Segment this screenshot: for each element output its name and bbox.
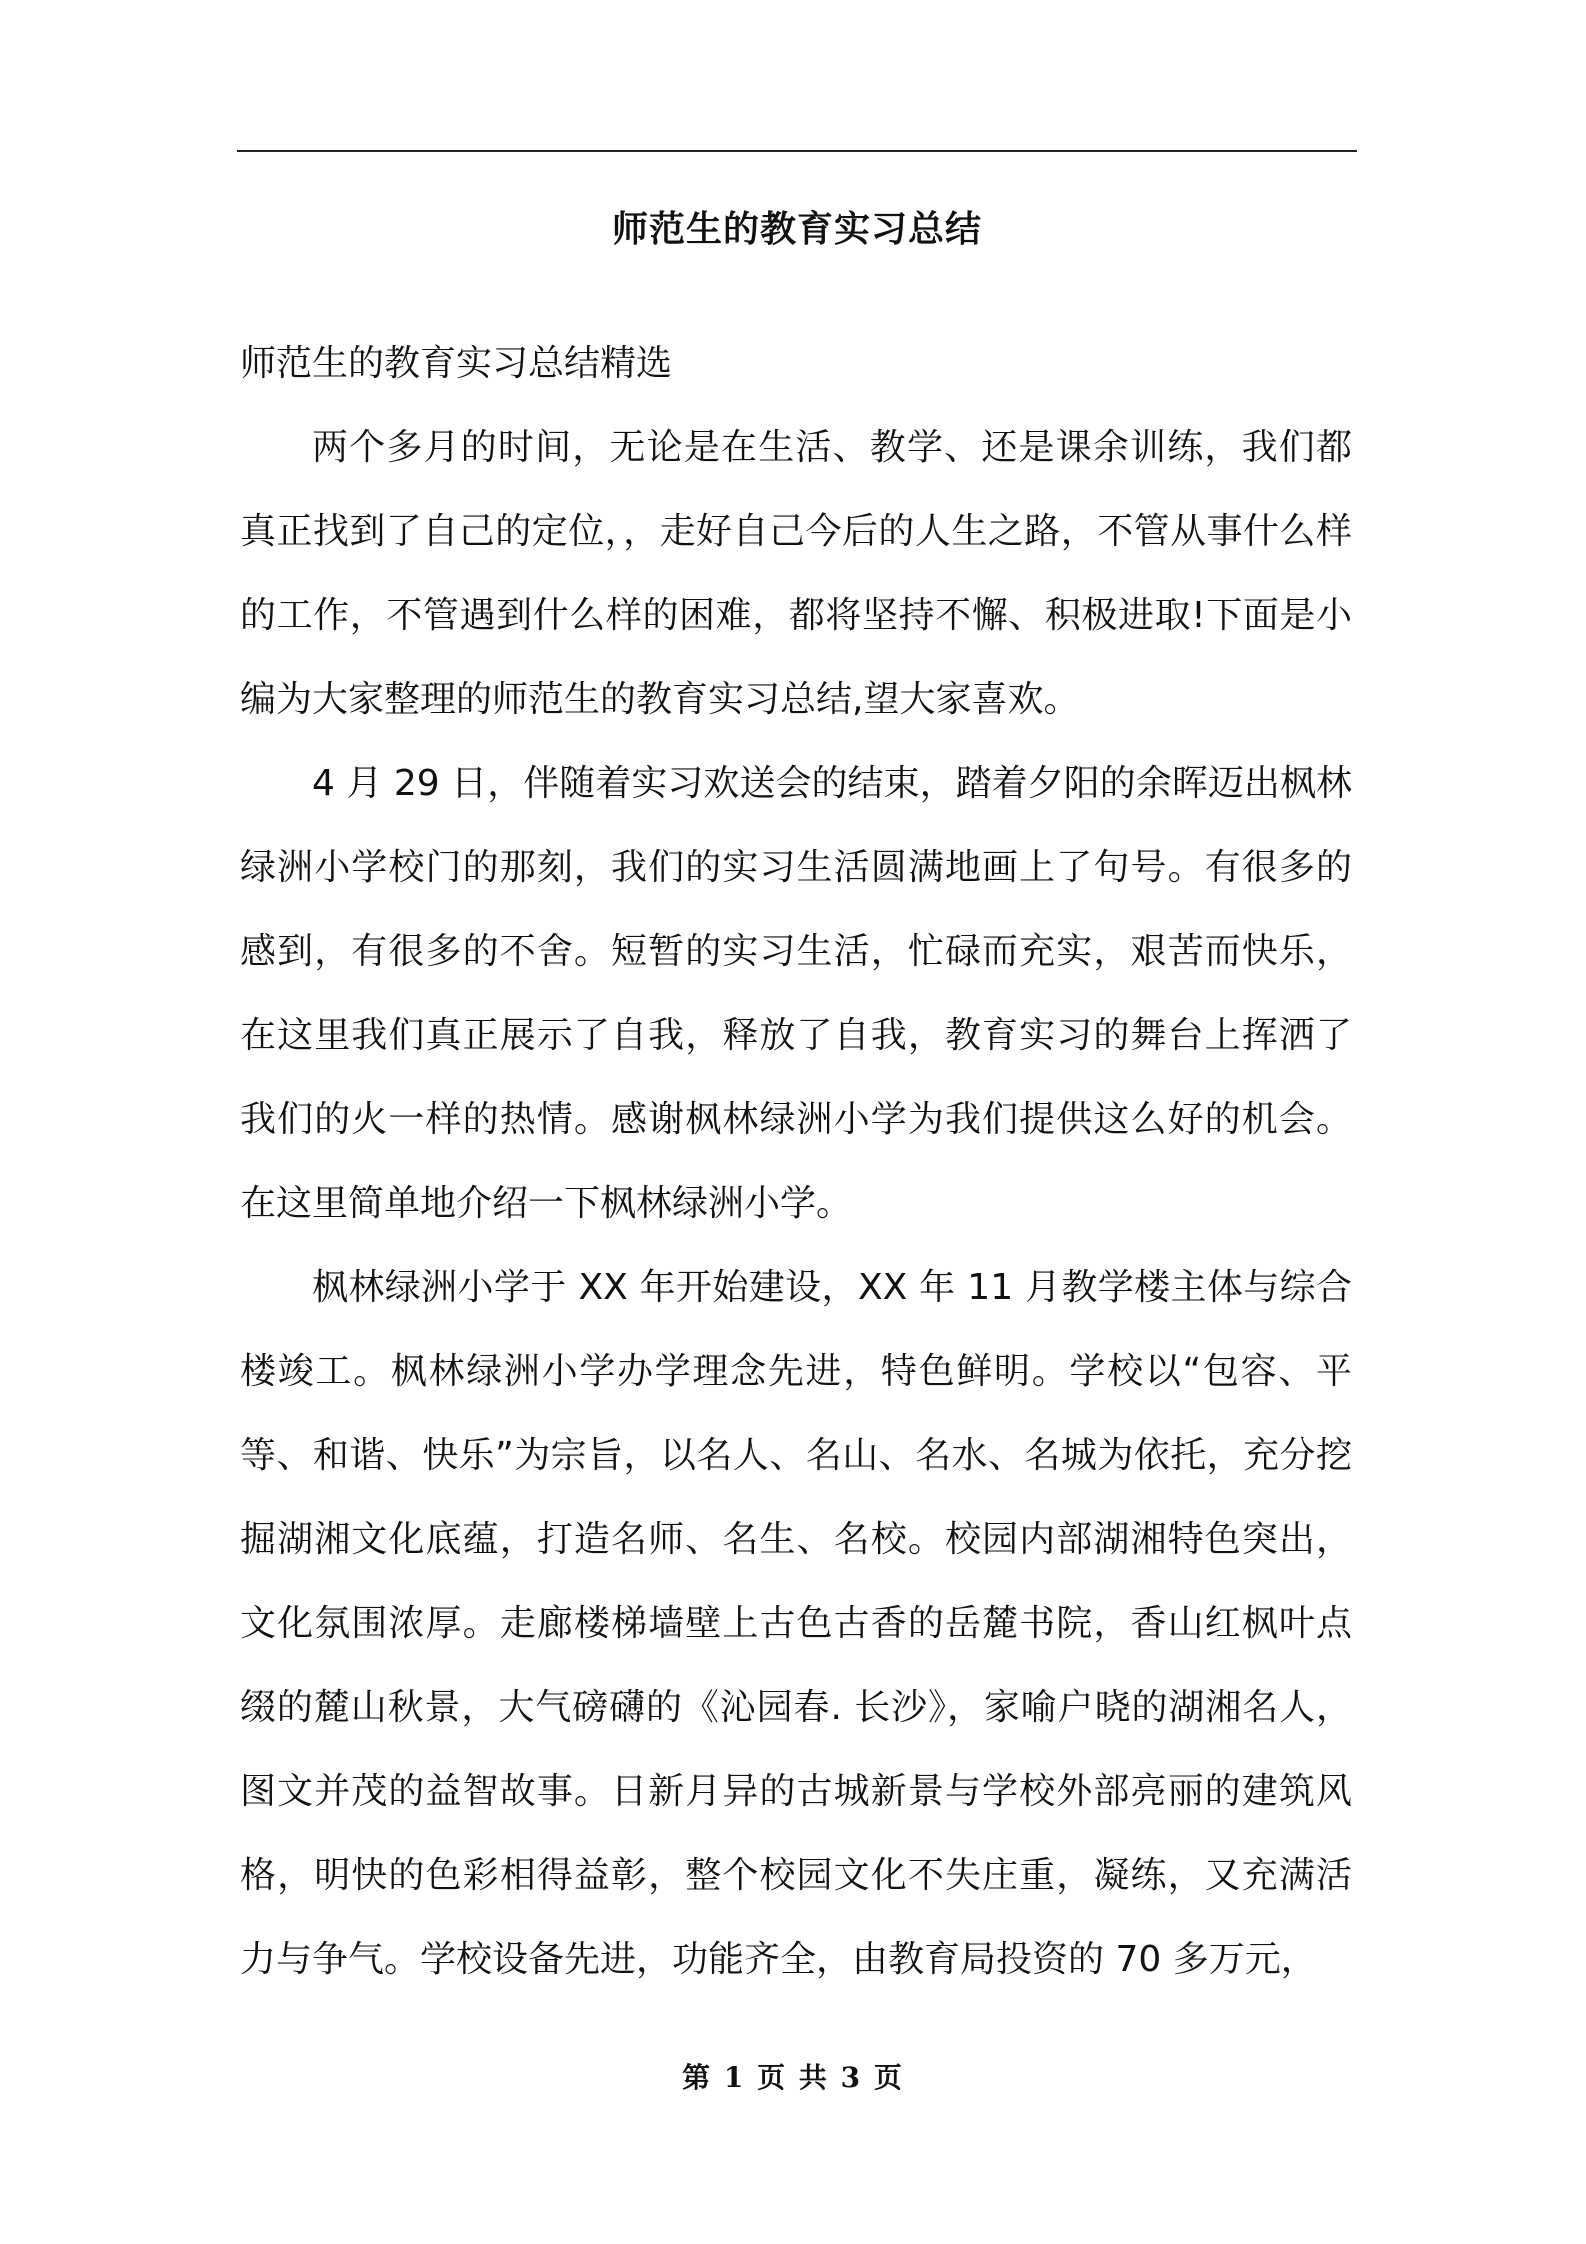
document-body [240, 322, 1352, 2002]
body-paragraph-1: 两个多月的时间，无论是在生活、教学、还是课余训练，我们都真正找到了自己的定位，，走好自己今后的人生之路，不管从事什么样的工作，不管遇到什么样的困难，都将坚持不懈、积极进取!下面是小编为大家整理的师范生的教育实习总结,望大家喜欢。 [240, 427, 1352, 720]
document-subtitle: 师范生的教育实习总结精选 [240, 343, 673, 384]
page-number-footer: 第 1 页 共 3 页 [682, 2061, 904, 2094]
document-title: 师范生的教育实习总结 [611, 209, 982, 250]
body-paragraph-2: 4 月 29 日，伴随着实习欢送会的结束，踏着夕阳的余晖迈出枫林绿洲小学校门的那刻，我们的实习生活圆满地画上了句号。有很多的感到，有很多的不舍。短暂的实习生活，忙碌而充实，艰苦而快乐，在这里我们真正展示了自我，释放了自我，教育实习的舞台上挥洒了我们的火一样的热情。感谢枫林绿洲小学为我们提供这么好的机会。在这里简单地介绍一下枫林绿洲小学。 [240, 763, 1352, 1224]
header-rule [237, 150, 1357, 152]
body-paragraph-3: 枫林绿洲小学于 XX 年开始建设，XX 年 11 月教学楼主体与综合楼竣工。枫林绿洲小学办学理念先进，特色鲜明。学校以“包容、平等、和谐、快乐”为宗旨，以名人、名山、名水、名城为依托，充分挖掘湖湘文化底蕴，打造名师、名生、名校。校园内部湖湘特色突出，文化氛围浓厚。走廊楼梯墙壁上古色古香的岳麓书院，香山红枫叶点缀的麓山秋景，大气磅礴的《沁园春. 长沙》，家喻户晓的湖湘名人，图文并茂的益智故事。日新月异的古城新景与学校外部亮丽的建筑风格，明快的色彩相得益彰，整个校园文化不失庄重，凝练，又充满活力与争气。学校设备先进，功能齐全，由教育局投资的 70 多万元， [240, 1267, 1352, 1980]
